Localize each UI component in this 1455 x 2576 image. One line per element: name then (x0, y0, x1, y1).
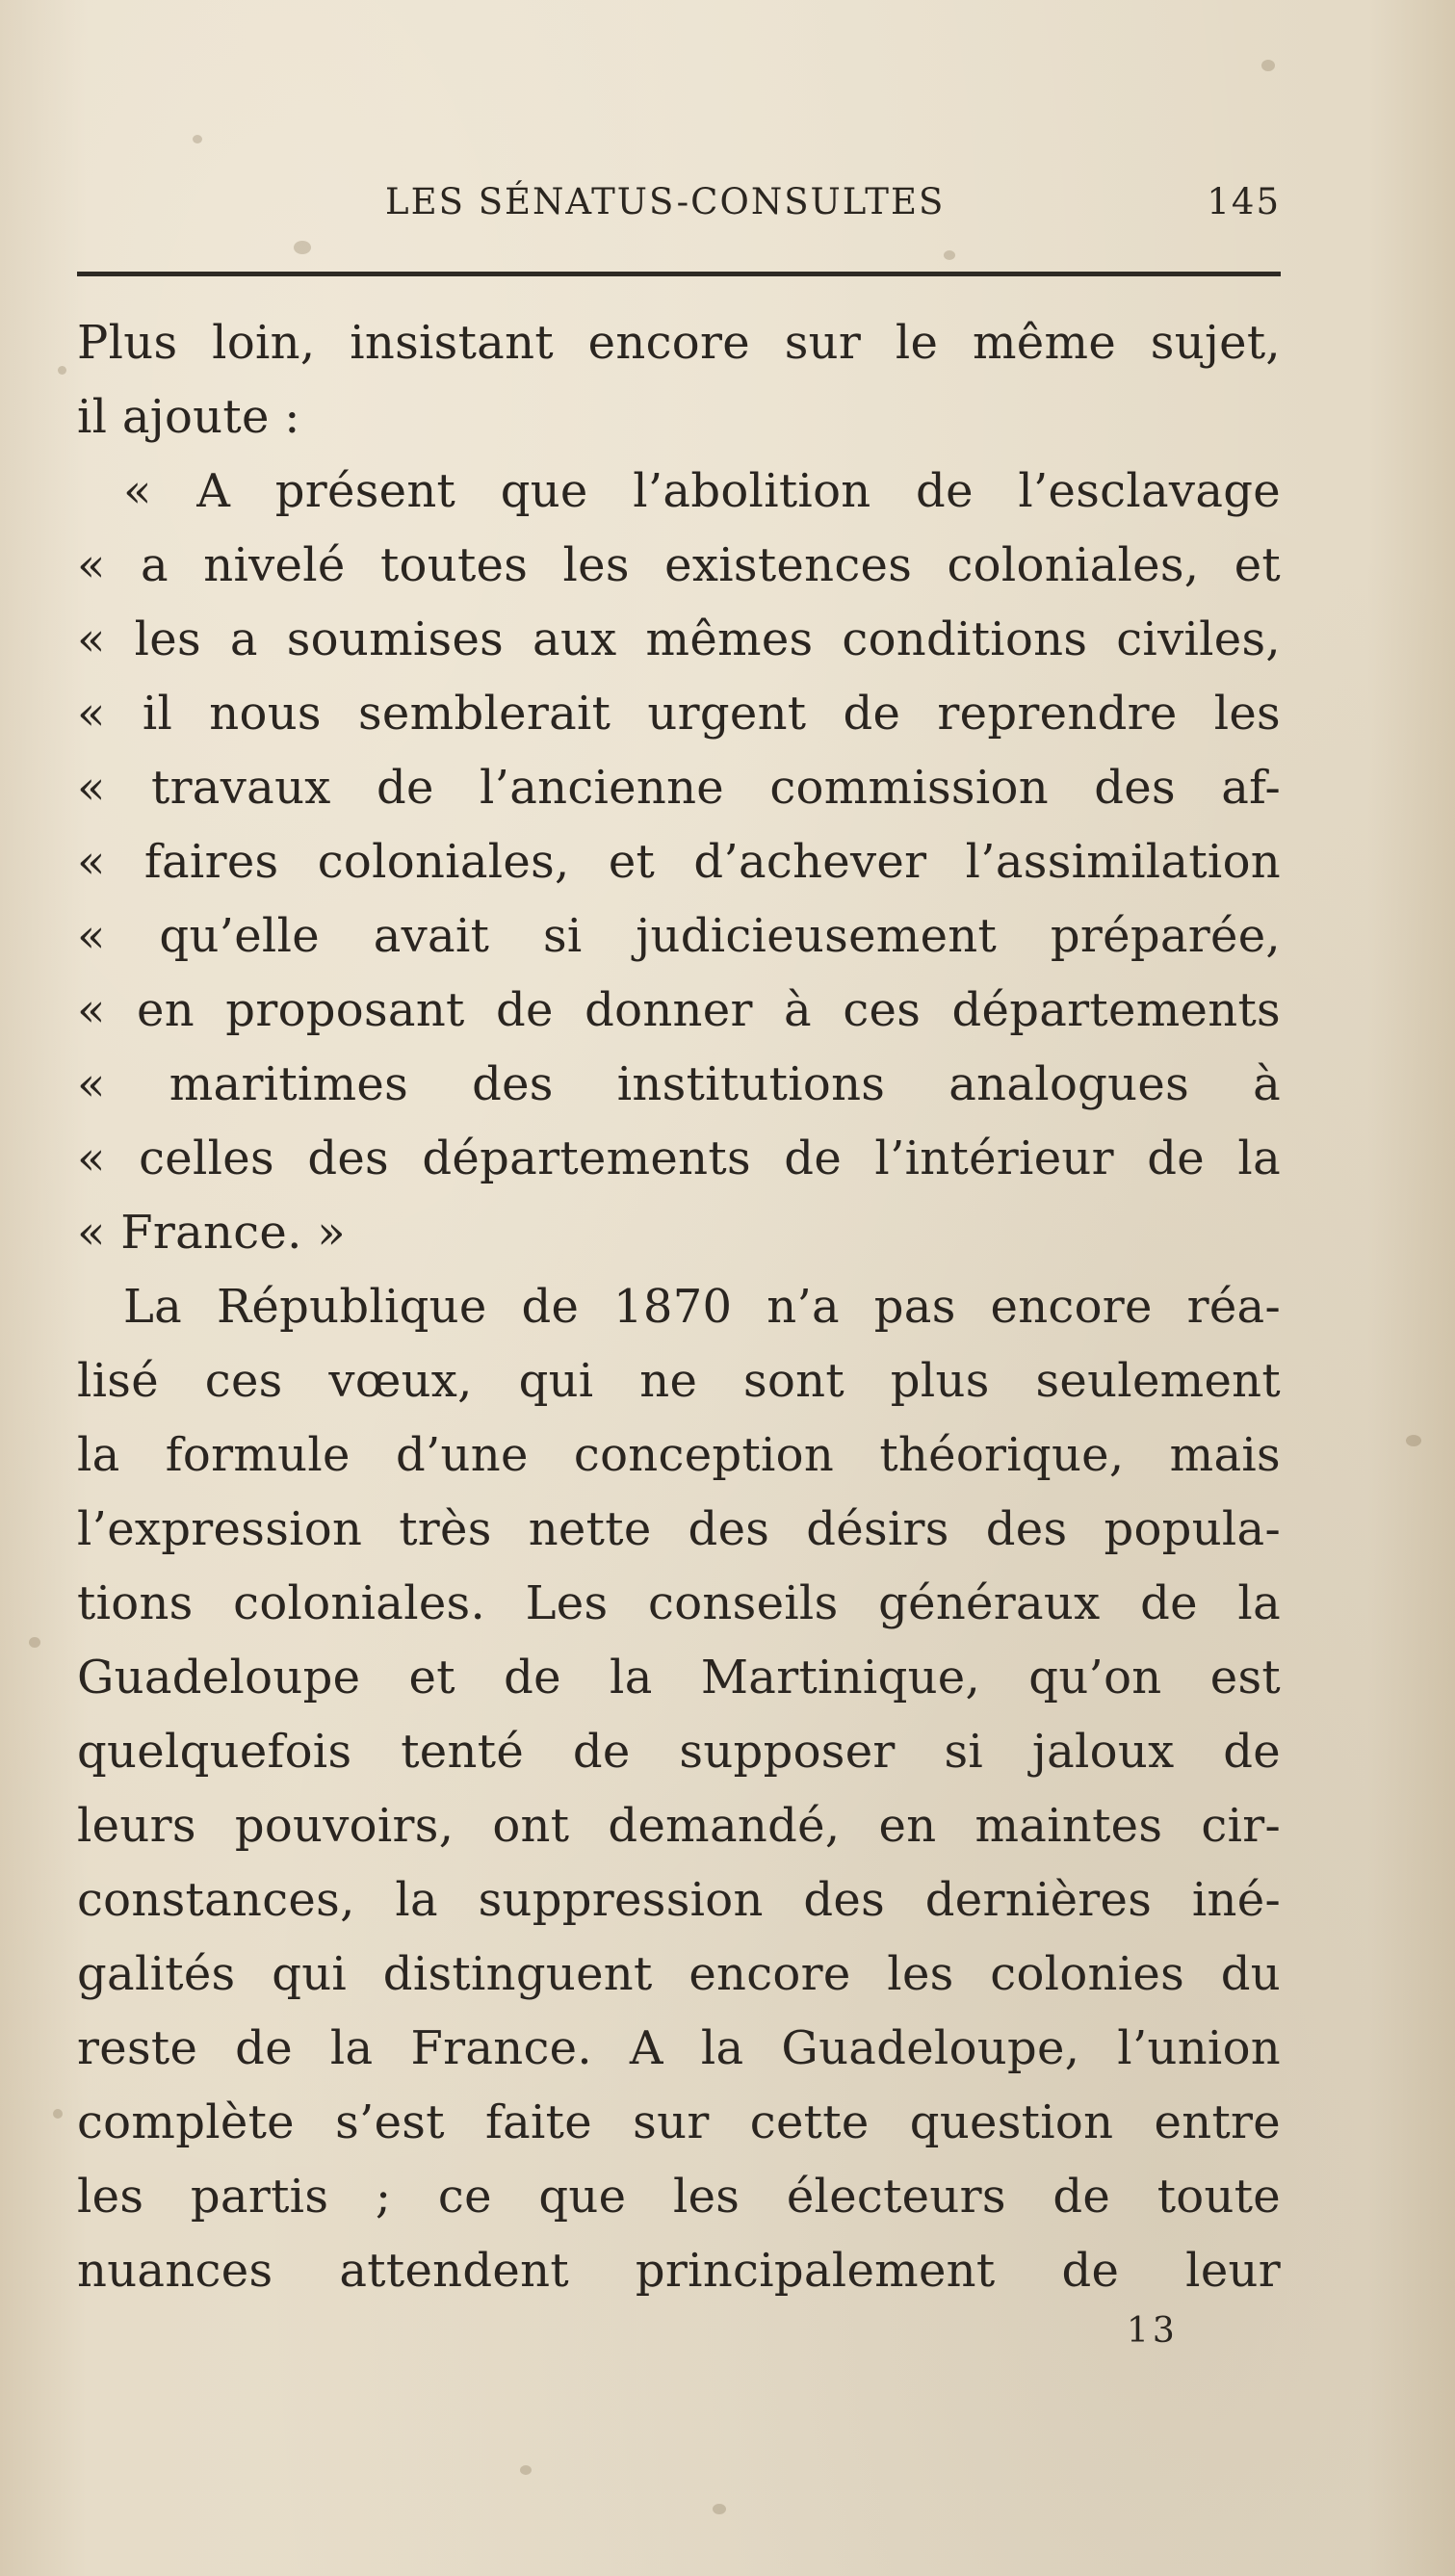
text-line: nuances attendent principalement de leur (77, 2244, 1281, 2298)
text-line: la formule d’une conception théorique, mais (77, 1428, 1281, 1482)
text-line: galités qui distinguent encore les colonies du (77, 1947, 1281, 2001)
text-line: l’expression très nette des désirs des popula- (77, 1502, 1281, 1556)
paper-speck (944, 250, 955, 260)
text-line: complète s’est faite sur cette question entre (77, 2095, 1281, 2149)
paper-speck (713, 2504, 726, 2514)
paper-speck (193, 135, 202, 143)
text-line: lisé ces vœux, qui ne sont plus seulement (77, 1354, 1281, 1408)
text-line: « A présent que l’abolition de l’esclavage (123, 464, 1281, 518)
text-line: « qu’elle avait si judicieusement préparée, (77, 909, 1281, 963)
text-line: « a nivelé toutes les existences coloniales, et (77, 538, 1281, 592)
paper-speck (58, 366, 66, 375)
text-line: reste de la France. A la Guadeloupe, l’union (77, 2021, 1281, 2075)
paper-speck (1406, 1435, 1421, 1446)
text-line: « travaux de l’ancienne commission des af- (77, 761, 1281, 815)
text-line: les partis ; ce que les électeurs de toute (77, 2170, 1281, 2224)
signature-mark: 13 (1127, 2311, 1179, 2351)
text-line: « maritimes des institutions analogues à (77, 1057, 1281, 1111)
paper-speck (29, 1637, 40, 1648)
text-line: leurs pouvoirs, ont demandé, en maintes cir- (77, 1799, 1281, 1853)
text-line: tions coloniales. Les conseils généraux de la (77, 1576, 1281, 1630)
text-line: Guadeloupe et de la Martinique, qu’on est (77, 1651, 1281, 1704)
paper-speck (53, 2109, 63, 2119)
paper-speck (520, 2465, 532, 2475)
text-line: La République de 1870 n’a pas encore réa- (123, 1280, 1281, 1334)
text-line: constances, la suppression des dernières iné- (77, 1873, 1281, 1927)
body-text (77, 306, 1281, 2308)
text-line: « France. » (77, 1206, 346, 1260)
text-line: « il nous semblerait urgent de reprendre les (77, 687, 1281, 741)
text-line: « les a soumises aux mêmes conditions civiles, (77, 612, 1281, 666)
running-head (77, 173, 1281, 241)
header-rule (77, 272, 1281, 276)
text-line: « en proposant de donner à ces départements (77, 983, 1281, 1037)
text-line: Plus loin, insistant encore sur le même sujet, (77, 316, 1281, 370)
text-line: « faires coloniales, et d’achever l’assimilation (77, 835, 1281, 889)
paper-speck (1261, 60, 1275, 71)
text-line: il ajoute : (77, 390, 300, 444)
paper-speck (294, 241, 311, 254)
page-number: 145 (1207, 181, 1281, 222)
text-line: « celles des départements de l’intérieur de la (77, 1132, 1281, 1185)
text-line: quelquefois tenté de supposer si jaloux de (77, 1725, 1281, 1779)
running-title: LES SÉNATUS-CONSULTES (385, 181, 946, 222)
